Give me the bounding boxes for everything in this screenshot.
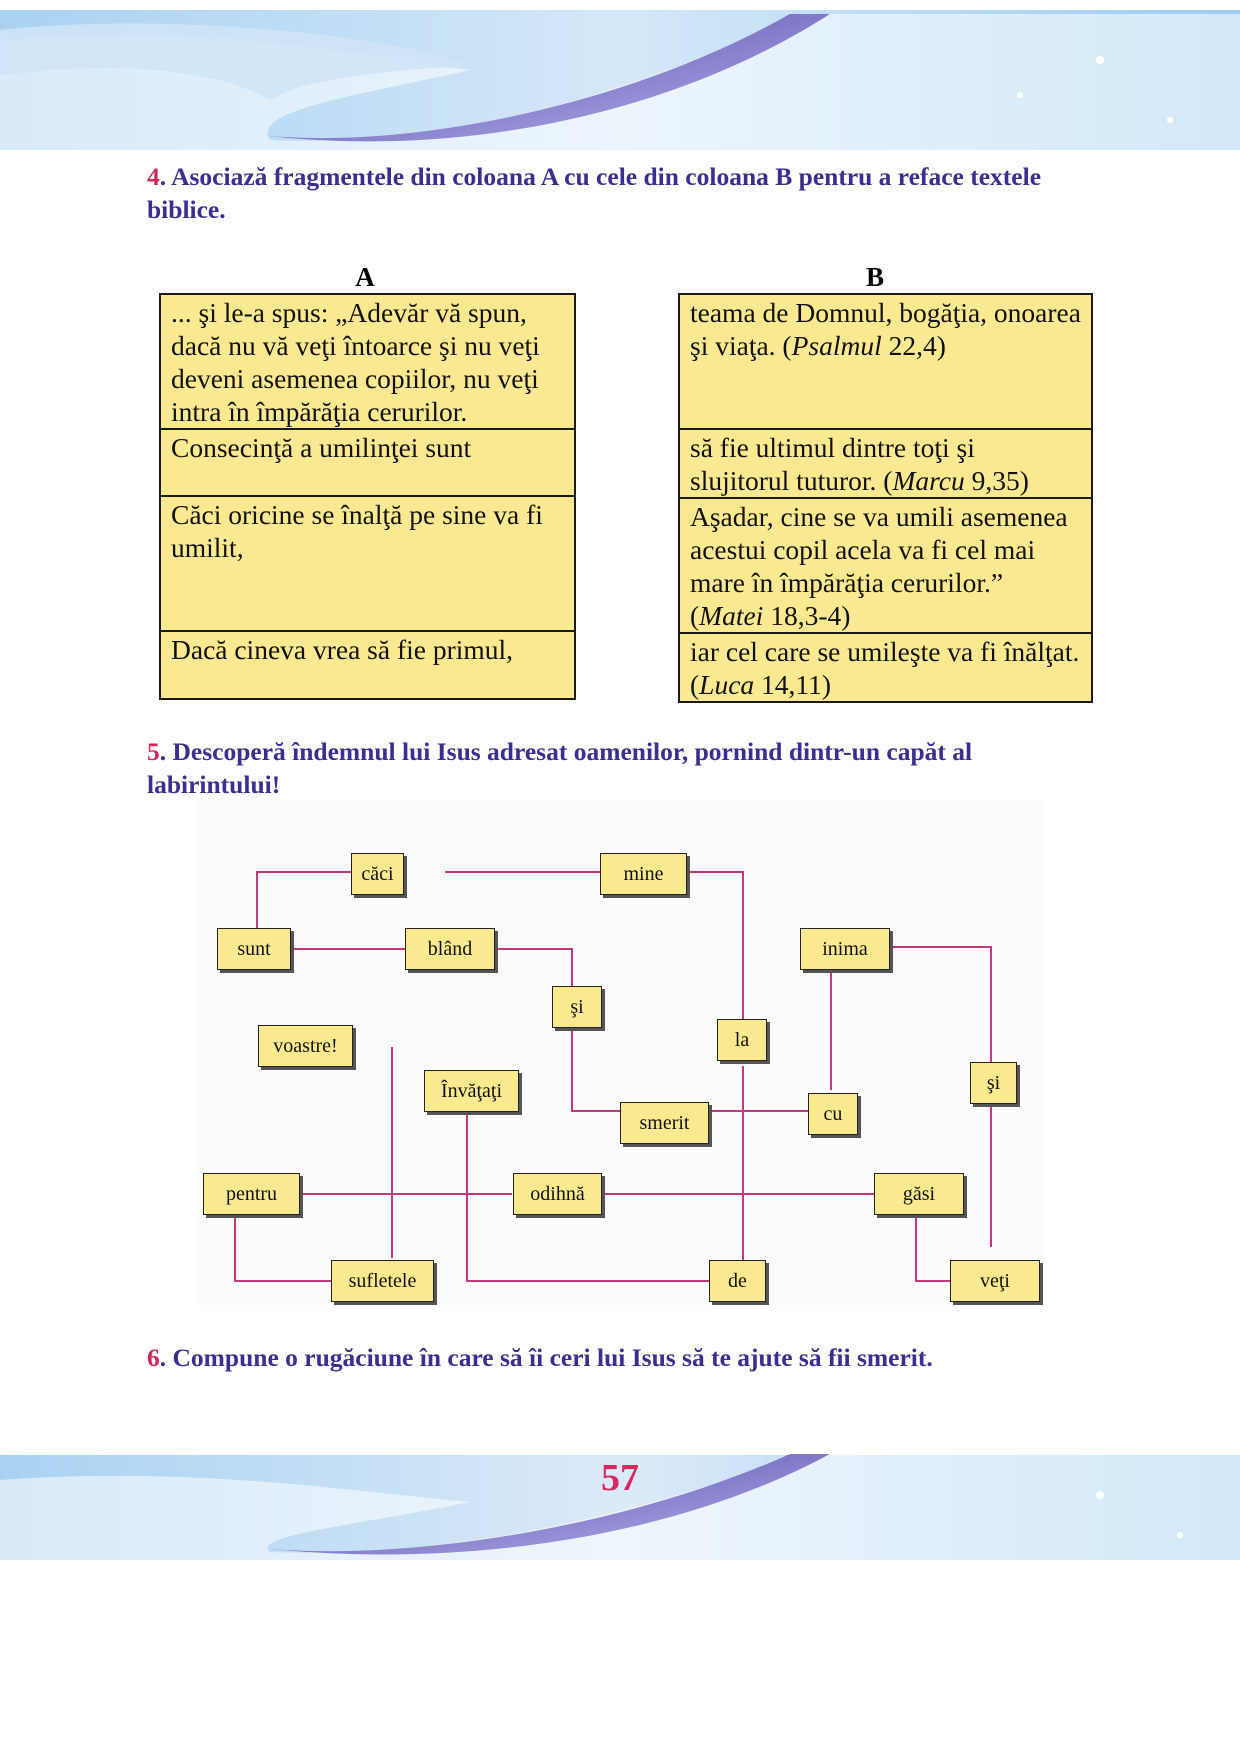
column-a-table bbox=[159, 293, 576, 700]
maze-word-gasi: găsi bbox=[874, 1173, 964, 1215]
maze-word-si-1: şi bbox=[552, 986, 602, 1028]
maze-word-de: de bbox=[709, 1260, 766, 1302]
maze-word-invatati: Învăţaţi bbox=[424, 1070, 519, 1112]
maze-word-pentru: pentru bbox=[203, 1173, 300, 1215]
maze-word-sufletele: sufletele bbox=[331, 1260, 434, 1302]
exercise-5-text: . Descoperă îndemnul lui Isus adresat oamenilor, pornind dintr-un capăt al labirintului! bbox=[147, 737, 973, 799]
column-b-table bbox=[678, 293, 1093, 703]
column-b-header: B bbox=[865, 262, 884, 292]
column-b-cell: Aşadar, cine se va umili asemenea acestui copil acela va fi cel mai mare în împărăţia cerurilor.” (Matei 18,3-4) bbox=[679, 498, 1092, 633]
exercise-4-instruction bbox=[147, 160, 1097, 226]
header-wave-decoration bbox=[0, 0, 1240, 155]
column-a-cell: Dacă cineva vrea să fie primul, bbox=[160, 631, 575, 699]
column-a-cell: Căci oricine se înalţă pe sine va fi umilit, bbox=[160, 496, 575, 631]
maze-word-si-2: şi bbox=[970, 1062, 1017, 1104]
maze-word-sunt: sunt bbox=[217, 928, 291, 970]
maze-word-caci: căci bbox=[351, 853, 404, 895]
column-b-cell: teama de Domnul, bogăţia, onoarea şi viaţa. (Psalmul 22,4) bbox=[679, 294, 1092, 429]
maze-word-bland: blând bbox=[405, 928, 495, 970]
exercise-4-number: 4 bbox=[147, 162, 160, 191]
word-maze bbox=[195, 800, 1045, 1305]
column-b-cell: iar cel care se umileşte va fi înălţat. (Luca 14,11) bbox=[679, 633, 1092, 702]
column-a-cell: Consecinţă a umilinţei sunt bbox=[160, 429, 575, 496]
maze-word-la: la bbox=[717, 1019, 767, 1061]
column-b-cell: să fie ultimul dintre toţi şi slujitorul tuturor. (Marcu 9,35) bbox=[679, 429, 1092, 498]
maze-word-odihna: odihnă bbox=[513, 1173, 602, 1215]
exercise-6-text: . Compune o rugăciune în care să îi ceri lui Isus să te ajute să fii smerit. bbox=[159, 1343, 933, 1372]
exercise-4-text: . Asociază fragmentele din coloana A cu cele din coloana B pentru a reface textele biblice. bbox=[147, 162, 1042, 224]
exercise-6-instruction bbox=[147, 1341, 1097, 1374]
maze-word-smerit: smerit bbox=[620, 1102, 709, 1144]
maze-word-inima: inima bbox=[800, 928, 890, 970]
page-number: 57 bbox=[601, 1457, 639, 1499]
maze-word-voastre: voastre! bbox=[258, 1025, 353, 1067]
exercise-5-instruction bbox=[147, 735, 1097, 801]
column-a-header: A bbox=[355, 262, 375, 292]
maze-word-veti: veţi bbox=[950, 1260, 1040, 1302]
maze-word-mine: mine bbox=[600, 853, 687, 895]
column-a-cell: ... şi le-a spus: „Adevăr vă spun, dacă nu vă veţi întoarce şi nu veţi deveni asemenea copiilor, nu veţi intra în împărăţia cerurilor. bbox=[160, 294, 575, 429]
maze-word-cu: cu bbox=[808, 1093, 858, 1135]
exercise-6-number: 6 bbox=[147, 1343, 160, 1372]
exercise-5-number: 5 bbox=[147, 737, 160, 766]
